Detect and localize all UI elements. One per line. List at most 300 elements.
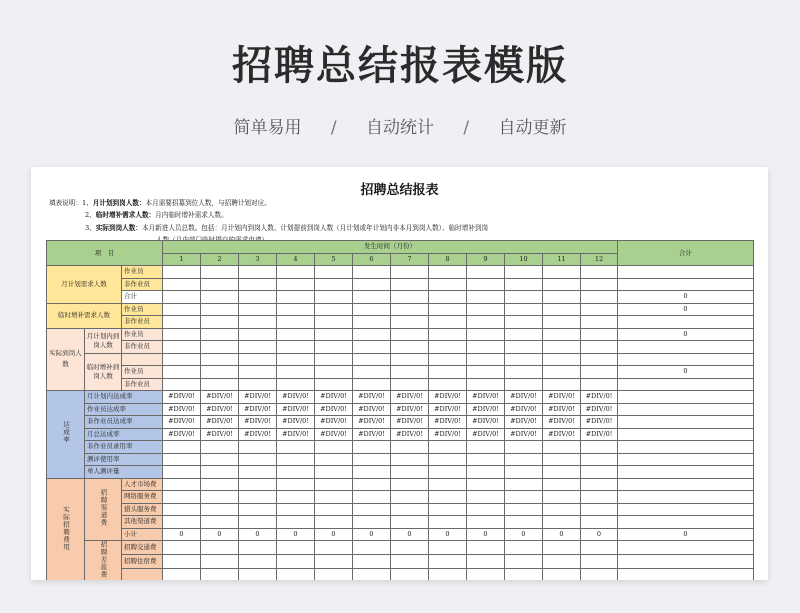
month-cell[interactable] [163,303,201,316]
total-cell[interactable] [618,353,754,366]
month-cell[interactable] [391,453,429,466]
month-cell[interactable] [467,541,505,555]
month-cell[interactable] [201,416,239,429]
month-cell[interactable] [201,428,239,441]
month-cell[interactable] [429,441,467,454]
month-cell[interactable] [543,353,581,366]
month-cell[interactable] [505,366,543,379]
month-cell[interactable] [315,403,353,416]
month-cell[interactable] [429,391,467,404]
month-cell[interactable] [163,266,201,279]
month-cell[interactable] [467,403,505,416]
month-cell[interactable] [239,441,277,454]
month-cell[interactable] [163,291,201,304]
month-cell[interactable] [277,491,315,504]
total-cell[interactable] [618,516,754,529]
month-cell[interactable] [543,416,581,429]
month-cell[interactable] [201,503,239,516]
month-cell[interactable] [505,528,543,541]
month-cell[interactable] [353,266,391,279]
month-cell[interactable] [163,428,201,441]
month-cell[interactable] [239,278,277,291]
total-cell[interactable] [618,278,754,291]
month-cell[interactable] [505,555,543,569]
month-cell[interactable] [543,503,581,516]
month-cell[interactable] [315,303,353,316]
month-cell[interactable] [315,491,353,504]
total-cell[interactable] [618,466,754,479]
month-cell[interactable] [429,555,467,569]
month-cell[interactable] [429,453,467,466]
month-cell[interactable] [429,278,467,291]
month-cell[interactable] [277,478,315,491]
month-cell[interactable] [239,478,277,491]
month-cell[interactable] [315,541,353,555]
month-cell[interactable] [277,341,315,354]
month-cell[interactable] [239,366,277,379]
month-cell[interactable] [201,541,239,555]
total-cell[interactable] [618,328,754,341]
month-cell[interactable] [201,303,239,316]
month-cell[interactable] [277,316,315,329]
month-cell[interactable] [429,291,467,304]
month-cell[interactable] [277,278,315,291]
month-cell[interactable] [201,353,239,366]
month-cell[interactable] [581,416,618,429]
month-cell[interactable] [543,303,581,316]
month-cell[interactable] [581,266,618,279]
month-cell[interactable] [391,391,429,404]
month-cell[interactable] [543,478,581,491]
month-cell[interactable] [467,303,505,316]
month-cell[interactable] [163,555,201,569]
month-cell[interactable] [581,491,618,504]
month-cell[interactable] [467,366,505,379]
month-cell[interactable] [505,278,543,291]
month-cell[interactable] [353,403,391,416]
month-cell[interactable] [429,403,467,416]
month-cell[interactable] [163,378,201,391]
month-cell[interactable] [353,303,391,316]
month-cell[interactable] [353,491,391,504]
month-cell[interactable] [505,266,543,279]
month-cell[interactable] [505,569,543,580]
month-cell[interactable] [353,316,391,329]
month-cell[interactable] [581,291,618,304]
month-cell[interactable] [353,541,391,555]
month-cell[interactable] [201,391,239,404]
month-cell[interactable] [239,303,277,316]
month-cell[interactable] [163,316,201,329]
month-cell[interactable] [201,441,239,454]
month-cell[interactable] [467,555,505,569]
month-cell[interactable] [467,441,505,454]
month-cell[interactable] [163,328,201,341]
month-cell[interactable] [239,466,277,479]
month-cell[interactable] [391,266,429,279]
month-cell[interactable] [429,478,467,491]
total-cell[interactable] [618,428,754,441]
month-cell[interactable] [505,466,543,479]
month-cell[interactable] [543,528,581,541]
month-cell[interactable] [467,428,505,441]
month-cell[interactable] [581,516,618,529]
month-cell[interactable] [429,366,467,379]
month-cell[interactable] [201,453,239,466]
month-cell[interactable] [467,391,505,404]
month-cell[interactable] [429,316,467,329]
month-cell[interactable] [391,491,429,504]
month-cell[interactable] [391,341,429,354]
month-cell[interactable] [505,441,543,454]
month-cell[interactable] [353,503,391,516]
month-cell[interactable] [239,403,277,416]
month-cell[interactable] [239,341,277,354]
month-cell[interactable] [201,291,239,304]
total-cell[interactable] [618,453,754,466]
month-cell[interactable] [505,341,543,354]
month-cell[interactable] [581,555,618,569]
month-cell[interactable] [391,569,429,580]
month-cell[interactable] [163,466,201,479]
total-cell[interactable] [618,266,754,279]
month-cell[interactable] [505,328,543,341]
month-cell[interactable] [505,303,543,316]
month-cell[interactable] [467,491,505,504]
month-cell[interactable] [239,491,277,504]
month-cell[interactable] [353,328,391,341]
month-cell[interactable] [163,441,201,454]
total-cell[interactable] [618,416,754,429]
month-cell[interactable] [277,453,315,466]
month-cell[interactable] [239,291,277,304]
month-cell[interactable] [391,316,429,329]
month-cell[interactable] [277,503,315,516]
total-cell[interactable] [618,503,754,516]
month-cell[interactable] [277,366,315,379]
month-cell[interactable] [429,503,467,516]
month-cell[interactable] [201,316,239,329]
month-cell[interactable] [353,391,391,404]
month-cell[interactable] [581,403,618,416]
month-cell[interactable] [581,278,618,291]
month-cell[interactable] [467,341,505,354]
month-cell[interactable] [467,416,505,429]
month-cell[interactable] [543,378,581,391]
month-cell[interactable] [353,341,391,354]
month-cell[interactable] [315,366,353,379]
month-cell[interactable] [543,278,581,291]
month-cell[interactable] [201,555,239,569]
month-cell[interactable] [315,341,353,354]
month-cell[interactable] [391,428,429,441]
month-cell[interactable] [277,428,315,441]
month-cell[interactable] [353,478,391,491]
month-cell[interactable] [277,569,315,580]
month-cell[interactable] [353,441,391,454]
month-cell[interactable] [315,266,353,279]
month-cell[interactable] [505,503,543,516]
month-cell[interactable] [581,569,618,580]
month-cell[interactable] [353,378,391,391]
month-cell[interactable] [277,378,315,391]
month-cell[interactable] [277,391,315,404]
month-cell[interactable] [467,466,505,479]
month-cell[interactable] [163,528,201,541]
month-cell[interactable] [581,316,618,329]
month-cell[interactable] [239,416,277,429]
month-cell[interactable] [391,555,429,569]
month-cell[interactable] [581,303,618,316]
month-cell[interactable] [429,266,467,279]
month-cell[interactable] [543,569,581,580]
month-cell[interactable] [315,453,353,466]
month-cell[interactable] [505,453,543,466]
month-cell[interactable] [429,569,467,580]
month-cell[interactable] [201,378,239,391]
total-cell[interactable] [618,391,754,404]
month-cell[interactable] [163,503,201,516]
month-cell[interactable] [581,428,618,441]
month-cell[interactable] [201,278,239,291]
month-cell[interactable] [201,266,239,279]
month-cell[interactable] [543,428,581,441]
month-cell[interactable] [543,341,581,354]
total-cell[interactable] [618,541,754,555]
month-cell[interactable] [277,466,315,479]
month-cell[interactable] [315,316,353,329]
month-cell[interactable] [467,478,505,491]
month-cell[interactable] [543,366,581,379]
total-cell[interactable] [618,491,754,504]
month-cell[interactable] [315,391,353,404]
month-cell[interactable] [505,541,543,555]
month-cell[interactable] [163,491,201,504]
month-cell[interactable] [239,353,277,366]
month-cell[interactable] [239,528,277,541]
month-cell[interactable] [391,528,429,541]
month-cell[interactable] [581,466,618,479]
month-cell[interactable] [277,441,315,454]
month-cell[interactable] [467,516,505,529]
month-cell[interactable] [201,516,239,529]
month-cell[interactable] [429,491,467,504]
month-cell[interactable] [201,466,239,479]
total-cell[interactable] [618,403,754,416]
total-cell[interactable] [618,441,754,454]
month-cell[interactable] [543,453,581,466]
month-cell[interactable] [467,278,505,291]
month-cell[interactable] [391,366,429,379]
month-cell[interactable] [467,291,505,304]
month-cell[interactable] [467,316,505,329]
month-cell[interactable] [429,353,467,366]
month-cell[interactable] [201,403,239,416]
month-cell[interactable] [315,503,353,516]
month-cell[interactable] [467,353,505,366]
month-cell[interactable] [429,341,467,354]
month-cell[interactable] [391,378,429,391]
month-cell[interactable] [201,366,239,379]
month-cell[interactable] [239,316,277,329]
month-cell[interactable] [505,316,543,329]
month-cell[interactable] [581,378,618,391]
month-cell[interactable] [315,441,353,454]
month-cell[interactable] [353,428,391,441]
month-cell[interactable] [581,341,618,354]
month-cell[interactable] [505,403,543,416]
month-cell[interactable] [277,528,315,541]
month-cell[interactable] [429,378,467,391]
month-cell[interactable] [505,416,543,429]
month-cell[interactable] [315,569,353,580]
month-cell[interactable] [239,266,277,279]
month-cell[interactable] [543,291,581,304]
month-cell[interactable] [315,378,353,391]
month-cell[interactable] [163,416,201,429]
total-cell[interactable] [618,528,754,541]
month-cell[interactable] [277,328,315,341]
total-cell[interactable] [618,478,754,491]
total-cell[interactable] [618,555,754,569]
month-cell[interactable] [239,391,277,404]
month-cell[interactable] [277,266,315,279]
month-cell[interactable] [391,441,429,454]
month-cell[interactable] [163,366,201,379]
month-cell[interactable] [277,291,315,304]
month-cell[interactable] [353,555,391,569]
month-cell[interactable] [391,353,429,366]
month-cell[interactable] [505,516,543,529]
total-cell[interactable] [618,569,754,580]
month-cell[interactable] [239,453,277,466]
month-cell[interactable] [391,478,429,491]
month-cell[interactable] [277,516,315,529]
month-cell[interactable] [581,453,618,466]
month-cell[interactable] [467,503,505,516]
month-cell[interactable] [581,366,618,379]
month-cell[interactable] [239,569,277,580]
month-cell[interactable] [505,478,543,491]
month-cell[interactable] [353,366,391,379]
month-cell[interactable] [429,428,467,441]
total-cell[interactable] [618,378,754,391]
month-cell[interactable] [543,403,581,416]
month-cell[interactable] [201,478,239,491]
month-cell[interactable] [581,353,618,366]
total-cell[interactable] [618,341,754,354]
month-cell[interactable] [353,516,391,529]
month-cell[interactable] [467,266,505,279]
month-cell[interactable] [581,503,618,516]
month-cell[interactable] [581,391,618,404]
month-cell[interactable] [201,328,239,341]
month-cell[interactable] [581,328,618,341]
month-cell[interactable] [391,278,429,291]
month-cell[interactable] [543,555,581,569]
month-cell[interactable] [505,378,543,391]
month-cell[interactable] [581,441,618,454]
month-cell[interactable] [163,516,201,529]
month-cell[interactable] [277,541,315,555]
month-cell[interactable] [391,516,429,529]
month-cell[interactable] [391,403,429,416]
month-cell[interactable] [163,341,201,354]
month-cell[interactable] [201,569,239,580]
month-cell[interactable] [391,466,429,479]
month-cell[interactable] [163,353,201,366]
month-cell[interactable] [353,278,391,291]
month-cell[interactable] [239,555,277,569]
month-cell[interactable] [581,541,618,555]
month-cell[interactable] [163,478,201,491]
month-cell[interactable] [315,555,353,569]
month-cell[interactable] [543,491,581,504]
month-cell[interactable] [239,428,277,441]
month-cell[interactable] [315,528,353,541]
month-cell[interactable] [429,303,467,316]
month-cell[interactable] [543,328,581,341]
month-cell[interactable] [391,541,429,555]
month-cell[interactable] [239,516,277,529]
month-cell[interactable] [543,316,581,329]
month-cell[interactable] [543,466,581,479]
month-cell[interactable] [163,403,201,416]
month-cell[interactable] [505,353,543,366]
month-cell[interactable] [163,569,201,580]
total-cell[interactable] [618,366,754,379]
month-cell[interactable] [505,428,543,441]
month-cell[interactable] [315,328,353,341]
month-cell[interactable] [163,391,201,404]
month-cell[interactable] [353,291,391,304]
month-cell[interactable] [353,416,391,429]
month-cell[interactable] [467,378,505,391]
month-cell[interactable] [429,516,467,529]
month-cell[interactable] [315,278,353,291]
month-cell[interactable] [505,491,543,504]
month-cell[interactable] [467,569,505,580]
month-cell[interactable] [239,378,277,391]
month-cell[interactable] [543,441,581,454]
month-cell[interactable] [467,528,505,541]
month-cell[interactable] [581,528,618,541]
month-cell[interactable] [467,328,505,341]
month-cell[interactable] [429,416,467,429]
month-cell[interactable] [467,453,505,466]
month-cell[interactable] [163,453,201,466]
month-cell[interactable] [391,303,429,316]
month-cell[interactable] [277,416,315,429]
month-cell[interactable] [353,453,391,466]
month-cell[interactable] [315,353,353,366]
month-cell[interactable] [429,528,467,541]
month-cell[interactable] [315,428,353,441]
month-cell[interactable] [543,541,581,555]
month-cell[interactable] [163,278,201,291]
month-cell[interactable] [315,416,353,429]
month-cell[interactable] [505,291,543,304]
month-cell[interactable] [505,391,543,404]
month-cell[interactable] [543,391,581,404]
month-cell[interactable] [543,516,581,529]
month-cell[interactable] [429,466,467,479]
month-cell[interactable] [163,541,201,555]
total-cell[interactable] [618,316,754,329]
month-cell[interactable] [391,416,429,429]
month-cell[interactable] [315,478,353,491]
month-cell[interactable] [277,303,315,316]
